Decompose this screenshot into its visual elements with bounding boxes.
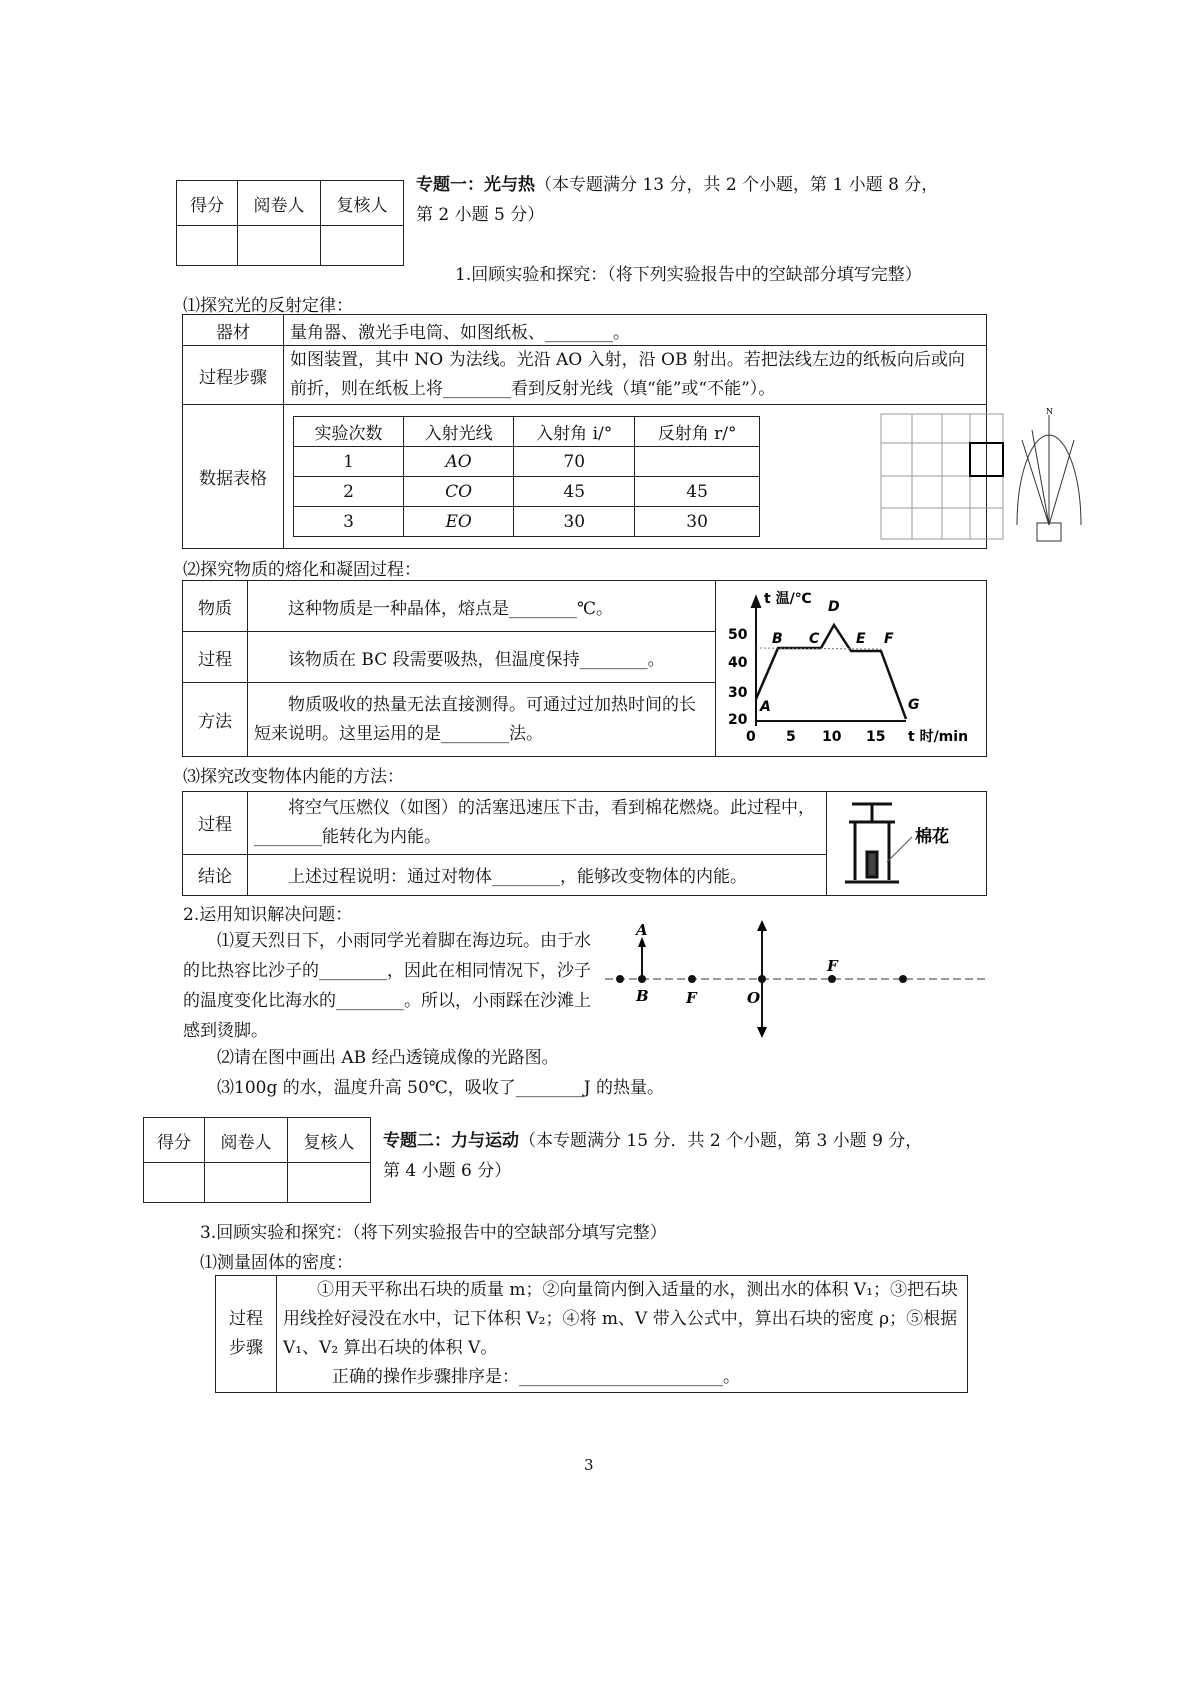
melting-table [182,580,987,757]
row-label: 过程步骤 [216,1276,277,1393]
q3-title: 3.回顾实验和探究：（将下列实验报告中的空缺部分填写完整） [200,1223,667,1243]
table-row [294,507,760,537]
q1-p2-title: ⑵探究物质的熔化和凝固过程： [183,560,421,580]
point-label: F [884,631,894,647]
cell[interactable] [635,447,760,477]
reviewer-header: 复核人 [287,1118,370,1163]
row-text: 量角器、激光手电筒、如图纸板、________。 [284,315,987,346]
topic1-desc2: 第 2 小题 5 分） [416,205,545,225]
x-tick: 5 [786,729,796,745]
table-row [294,477,760,507]
y-tick: 20 [728,712,748,728]
topic2-header [383,1126,983,1186]
q1-p3-title: ⑶探究改变物体内能的方法： [183,767,404,787]
diagram-label: N [1046,407,1053,416]
point-a-label: A [636,921,648,939]
focus-right-label: F [827,957,838,975]
grader-header: 阅卷人 [204,1118,287,1163]
reflection-diagram [1012,405,1087,545]
air-compression-device-figure [827,792,985,890]
cell: 45 [635,477,760,507]
row-text: 将空气压燃仪（如图）的活塞迅速压下击，看到棉花燃烧。此过程中，________能转化为内能。 [248,792,827,855]
y-tick: 30 [728,685,748,701]
col-header: 实验次数 [294,417,404,447]
x-tick: 0 [746,729,756,745]
point-label: G [908,697,920,713]
point-label: A [760,699,771,715]
x-tick: 10 [822,729,842,745]
cell: 45 [514,477,635,507]
x-tick: 15 [866,729,886,745]
cell: 30 [635,507,760,537]
score-cell[interactable] [144,1163,205,1203]
row-text: 物质吸收的热量无法直接测得。可通过过加热时间的长短来说明。这里运用的是________法。 [248,683,716,757]
row-label: 方法 [183,683,248,757]
y-tick: 50 [728,627,748,643]
row-label: 物质 [183,581,248,632]
col-header: 入射光线 [404,417,514,447]
q2-title: 2.运用知识解决问题： [183,905,353,925]
row-label: 数据表格 [183,405,284,549]
convex-lens-diagram [600,915,990,1040]
q3-p1-title: ⑴测量固体的密度： [200,1253,353,1273]
grader-cell[interactable] [237,226,320,266]
row-text: 这种物质是一种晶体，熔点是________℃。 [248,581,716,632]
row-label: 器材 [183,315,284,346]
score-header: 得分 [144,1118,205,1163]
reflection-table [182,314,1053,549]
cell: 3 [294,507,404,537]
row-text: 上述过程说明：通过对物体________，能够改变物体的内能。 [248,854,827,895]
point-label: D [828,599,840,615]
focus-left-label: F [686,989,697,1007]
q1-p1-title: ⑴探究光的反射定律： [183,296,353,316]
cell: 2 [294,477,404,507]
reviewer-header: 复核人 [320,181,403,226]
reviewer-cell[interactable] [320,226,403,266]
q2-p1: ⑴夏天烈日下，小雨同学光着脚在海边玩。由于水的比热容比沙子的________，因此在相同情况下，沙子的温度变化比海水的________。所以，小雨踩在沙滩上感到烫脚。 [183,931,591,1041]
topic2-desc2: 第 4 小题 6 分） [383,1161,512,1181]
table-row [294,447,760,477]
q2-p3: ⑶100g 的水，温度升高 50℃，吸收了________J 的热量。 [217,1078,665,1098]
score-table-2 [143,1117,371,1203]
point-label: E [856,631,866,647]
cell: AO [445,451,472,472]
page-number: 3 [584,1456,594,1474]
order-answer-text: 正确的操作步骤排序是：________________________。 [332,1367,740,1387]
cell: CO [445,481,473,502]
grader-cell[interactable] [204,1163,287,1203]
row-label: 过程 [183,632,248,683]
data-table [293,416,760,537]
topic1-desc: （本专题满分 13 分，共 2 个小题，第 1 小题 8 分， [535,175,939,195]
density-table [215,1275,968,1393]
cell: 30 [514,507,635,537]
row-label: 过程步骤 [183,346,284,405]
grader-header: 阅卷人 [237,181,320,226]
col-header: 入射角 i/° [514,417,635,447]
cell: 1 [294,447,404,477]
point-label: B [772,631,783,647]
cell: 70 [514,447,635,477]
procedure-text: ①用天平称出石块的质量 m；②向量筒内倒入适量的水，测出水的体积 V₁；③把石块用线拴好浸没在水中，记下体积 V₂；④将 m、V 带入公式中，算出石块的密度 ρ；⑤根据 V₁、V₂ 算出石块的体积 V。 [283,1280,959,1358]
row-label: 过程 [183,792,248,855]
cell: EO [445,511,472,532]
col-header: 反射角 r/° [635,417,760,447]
internal-energy-table [182,791,987,896]
y-axis-label: t 温/℃ [764,591,812,607]
x-axis-label: t 时/min [908,729,969,745]
score-header: 得分 [177,181,238,226]
y-tick: 40 [728,655,748,671]
topic1-title: 专题一：光与热 [416,175,535,195]
score-table-1 [176,180,404,266]
score-cell[interactable] [177,226,238,266]
topic1-header [416,170,991,230]
row-text: 如图装置，其中 NO 为法线。光沿 AO 入射，沿 OB 射出。若把法线左边的纸板向后或向前折，则在纸板上将________看到反射光线（填“能”或“不能”）。 [284,346,987,405]
point-label: C [809,631,820,647]
row-text: 该物质在 BC 段需要吸热，但温度保持________。 [248,632,716,683]
small-data-table-image [880,413,1005,541]
reviewer-cell[interactable] [287,1163,370,1203]
row-label: 结论 [183,854,248,895]
q2-p2: ⑵请在图中画出 AB 经凸透镜成像的光路图。 [217,1048,559,1068]
optical-center-label: O [747,989,761,1007]
q1-title: 1.回顾实验和探究：（将下列实验报告中的空缺部分填写完整） [455,265,922,285]
topic2-desc: （本专题满分 15 分．共 2 个小题，第 3 小题 9 分， [519,1131,923,1151]
cotton-label: 棉花 [915,827,949,847]
point-b-label: B [636,987,649,1005]
temperature-time-graph [716,581,984,751]
topic2-title: 专题二：力与运动 [383,1131,519,1151]
